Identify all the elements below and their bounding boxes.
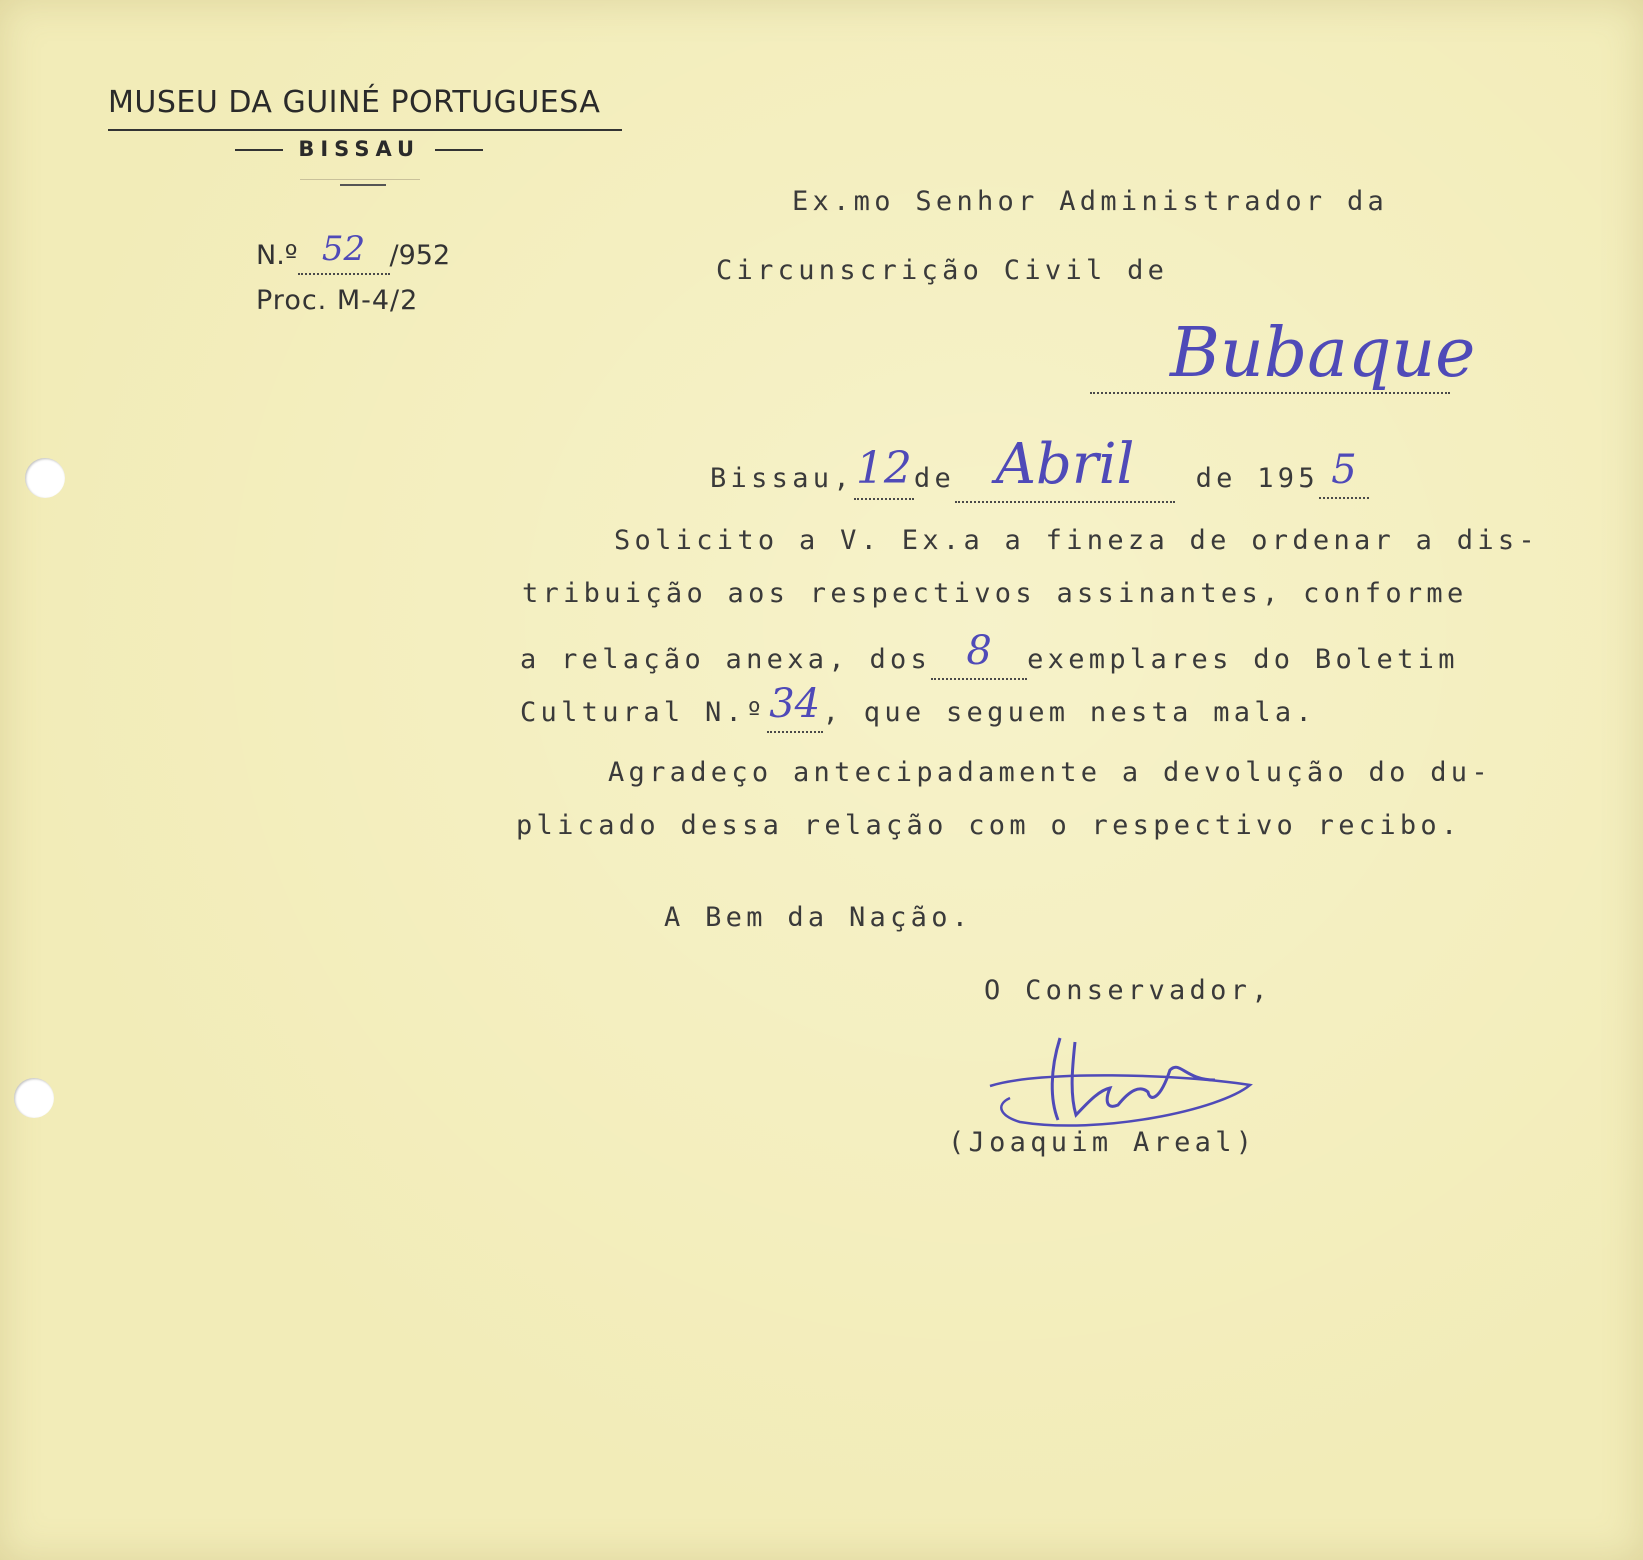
date-day-blank (854, 443, 914, 500)
copies-blank (931, 628, 1027, 680)
addressee-place-handwritten: Bubaque (1170, 314, 1476, 393)
reference-number-prefix: N.º (256, 240, 298, 271)
body-p1-line-2: tribuição aos respectivos assinantes, conforme (522, 578, 1468, 609)
closing-title: O Conservador, (984, 975, 1272, 1006)
body-p1-line-1: Solicito a V. Ex.a a fineza de ordenar a dis- (614, 525, 1539, 556)
issue-handwritten: 34 (769, 681, 821, 727)
date-de-year: de 195 (1195, 463, 1319, 494)
body-p1-line-4-b: , que seguem nesta mala. (822, 697, 1317, 728)
addressee-line-1: Ex.mo Senhor Administrador da (792, 186, 1389, 217)
letterhead-institution: MUSEU DA GUINÉ PORTUGUESA (108, 85, 601, 120)
body-p1-line-3-b: exemplares do Boletim (1027, 644, 1459, 675)
dash-left (235, 149, 283, 151)
body-p1-line-3 (520, 628, 1459, 680)
reference-number (256, 229, 451, 275)
body-p1-line-3-a: a relação anexa, dos (520, 644, 932, 675)
signatory-name: (Joaquim Areal) (948, 1127, 1257, 1158)
date-year-blank (1319, 447, 1369, 499)
letterhead-city (233, 137, 485, 161)
reference-number-blank (298, 229, 390, 275)
reference-number-handwritten: 52 (321, 229, 366, 269)
punch-hole-bottom (14, 1078, 54, 1118)
dash-right (435, 149, 483, 151)
issue-blank (767, 681, 823, 733)
date-city: Bissau, (710, 463, 854, 494)
addressee-place-blank (1090, 314, 1476, 394)
reference-number-suffix: /952 (389, 240, 451, 271)
date-line (710, 432, 1369, 503)
faint-rule (300, 179, 420, 180)
date-de-1: de (913, 463, 956, 494)
date-day-handwritten: 12 (855, 443, 912, 494)
body-p2-line-1: Agradeço antecipadamente a devolução do du- (608, 757, 1492, 788)
punch-hole-top (25, 458, 65, 498)
date-year-handwritten: 5 (1331, 447, 1357, 493)
body-p1-line-4-a: Cultural N.º (520, 697, 767, 728)
copies-handwritten: 8 (966, 628, 992, 674)
date-month-handwritten: Abril (995, 432, 1135, 497)
letterhead-underline (108, 129, 622, 131)
process-reference: Proc. M-4/2 (256, 285, 419, 316)
body-p1-line-4 (520, 681, 1317, 733)
body-p2-line-2: plicado dessa relação com o respectivo recibo. (516, 810, 1462, 841)
letterhead-city-text: BISSAU (298, 137, 421, 161)
addressee-line-2: Circunscrição Civil de (716, 255, 1169, 286)
small-rule (340, 184, 386, 186)
date-month-blank (955, 432, 1175, 503)
closing-salutation: A Bem da Nação. (664, 902, 973, 933)
